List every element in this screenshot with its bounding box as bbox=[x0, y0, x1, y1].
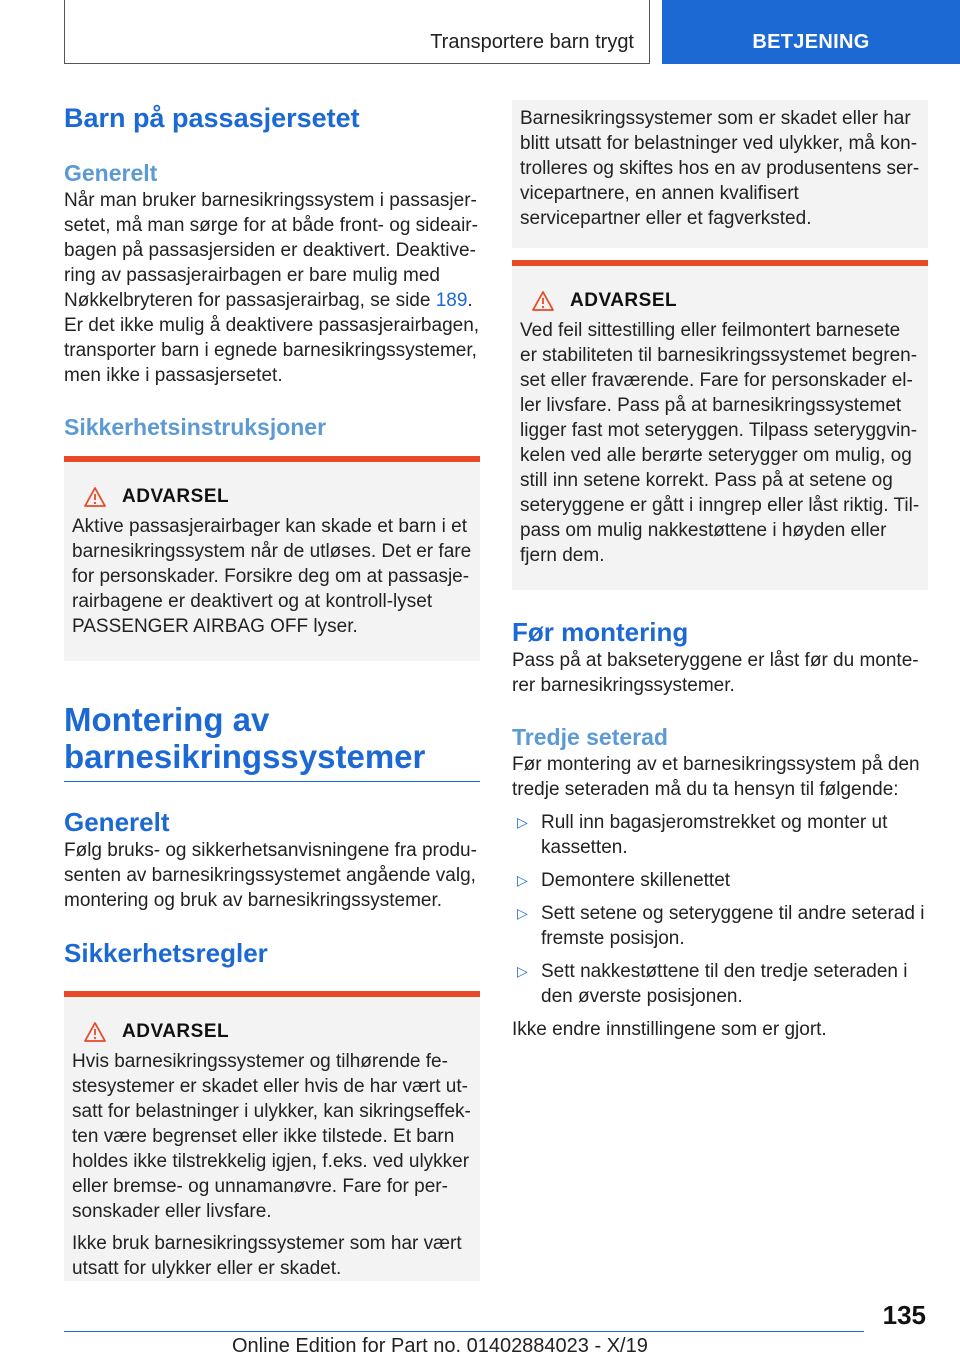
footer-rule bbox=[64, 1331, 864, 1332]
triangle-right-icon: ▷ bbox=[517, 872, 528, 888]
warning-box-seating bbox=[512, 260, 928, 590]
heading-general-2: Generelt bbox=[64, 807, 170, 837]
heading-general: Generelt bbox=[64, 160, 158, 186]
header-left-rule bbox=[64, 0, 65, 64]
warning-continuation-text: Barnesikringssystemer som er skadet eller har blitt utsatt for belastninger ved ulykker, må kontrolleres og skiftes hos en av produsentens servicepartnere, en annen kvalifisert servicepartner eller et fagverksted. bbox=[520, 108, 920, 229]
list-item: ▷ Rull inn bagasjeromstrekket og monter ut kassetten. bbox=[517, 812, 888, 858]
warning-triangle-icon bbox=[84, 487, 106, 507]
header-separator bbox=[649, 0, 650, 64]
warning-label: ADVARSEL bbox=[122, 1021, 230, 1042]
paragraph-closing: Ikke endre innstillingene som er gjort. bbox=[512, 1019, 827, 1040]
list-item: ▷ Demontere skillenettet bbox=[517, 870, 731, 891]
triangle-right-icon: ▷ bbox=[517, 814, 528, 830]
section-tab: BETJENING bbox=[662, 0, 960, 64]
triangle-right-icon: ▷ bbox=[517, 905, 528, 921]
page-number: 135 bbox=[882, 1300, 926, 1330]
warning-header bbox=[72, 1017, 474, 1047]
warning-header bbox=[520, 286, 922, 316]
page-link-189[interactable]: 189 bbox=[435, 290, 468, 311]
warning-continuation-box bbox=[512, 100, 928, 248]
paragraph-third-row: Før montering av et barnesikringssystem på den tredje seteraden må du ta hensyn til følgende: bbox=[512, 754, 920, 800]
footer-edition: Online Edition for Part no. 01402884023 - X/19 bbox=[232, 1335, 648, 1357]
paragraph-general: Når man bruker barnesikringssystem i passasjersetet, må man sørge for at både front- og sideairbagen på passasjersiden er deaktivert. Deaktivering av passasjerairbagen er bare mulig med Nøkkelbryteren for passasjerairbag, se side 189. Er det ikke mulig å deaktivere passasjerairbagen, transporter barn i egnede barnesikringssystemer, men ikke i passasjersetet. bbox=[64, 190, 480, 386]
header-bottom-rule bbox=[64, 63, 650, 64]
running-header-title: Transportere barn trygt bbox=[430, 31, 634, 53]
list-item: ▷ Sett setene og seteryggene til andre seterad i fremste posisjon. bbox=[517, 903, 925, 949]
warning-triangle-icon bbox=[532, 291, 554, 311]
warning-text: Hvis barnesikringssystemer og tilhørende festesystemer er skadet eller hvis de har vært utsatt for belastninger i ulykker, kan sikringseffekten være begrenset eller ikke tilstede. Et barn holdes ikke tilstrekkelig igjen, f.eks. ved ulykker eller bremse- og unnamanøvre. Fare for personskader eller livsfare. bbox=[72, 1051, 471, 1222]
warning-text-2: Ikke bruk barnesikringssystemer som har vært utsatt for ulykker eller er skadet. bbox=[72, 1233, 462, 1279]
warning-text: Aktive passasjerairbager kan skade et barn i et barnesikringssystem når de utløses. Det er fare for personskader. Forsikre deg om at passasjerairbagene er deaktivert og at kontroll-lyset PASSENGER AIRBAG OFF lyser. bbox=[72, 516, 472, 637]
warning-triangle-icon bbox=[84, 1022, 106, 1042]
warning-box-damaged-systems bbox=[64, 991, 480, 1281]
heading-third-row: Tredje seterad bbox=[512, 724, 668, 750]
warning-label: ADVARSEL bbox=[570, 290, 678, 311]
left-column bbox=[64, 100, 480, 1281]
heading-safety-instructions: Sikkerhetsinstruksjoner bbox=[64, 414, 327, 440]
warning-text: Ved feil sittestilling eller feilmontert barnesete er stabiliteten til barnesikringssystemet begrenset eller fraværende. Fare for personskader eller livsfare. Pass på at barnesikringssystemet ligger fast mot seteryggen. Tilpass seteryggvinkelen ved alle berørte seterygger om mulig, og still inn setene korrekt. Pass på at setene og seteryggene er gått i inngrep eller låst riktig. Tilpass om mulig nakkestøttene i høyden eller fjern dem. bbox=[520, 320, 920, 566]
heading-installing-child-restraints: Montering av barnesikringssystemer bbox=[64, 701, 480, 782]
heading-before-installation: Før montering bbox=[512, 617, 689, 647]
right-column bbox=[512, 100, 928, 1042]
warning-header bbox=[72, 482, 474, 512]
third-row-steps bbox=[512, 810, 928, 1009]
list-item: ▷ Sett nakkestøttene til den tredje seteraden i den øverste posisjonen. bbox=[517, 961, 908, 1007]
paragraph-before-installation: Pass på at bakseteryggene er låst før du monterer barnesikringssystemer. bbox=[512, 650, 919, 696]
triangle-right-icon: ▷ bbox=[517, 963, 528, 979]
heading-children-passenger-seat: Barn på passasjersetet bbox=[64, 103, 360, 133]
warning-label: ADVARSEL bbox=[122, 486, 230, 507]
paragraph-general-2: Følg bruks- og sikkerhetsanvisningene fra produsenten av barnesikringssystemet angående valg, montering og bruk av barnesikringssystemer. bbox=[64, 840, 477, 911]
heading-safety-rules: Sikkerhetsregler bbox=[64, 938, 268, 968]
warning-box-airbag bbox=[64, 456, 480, 661]
